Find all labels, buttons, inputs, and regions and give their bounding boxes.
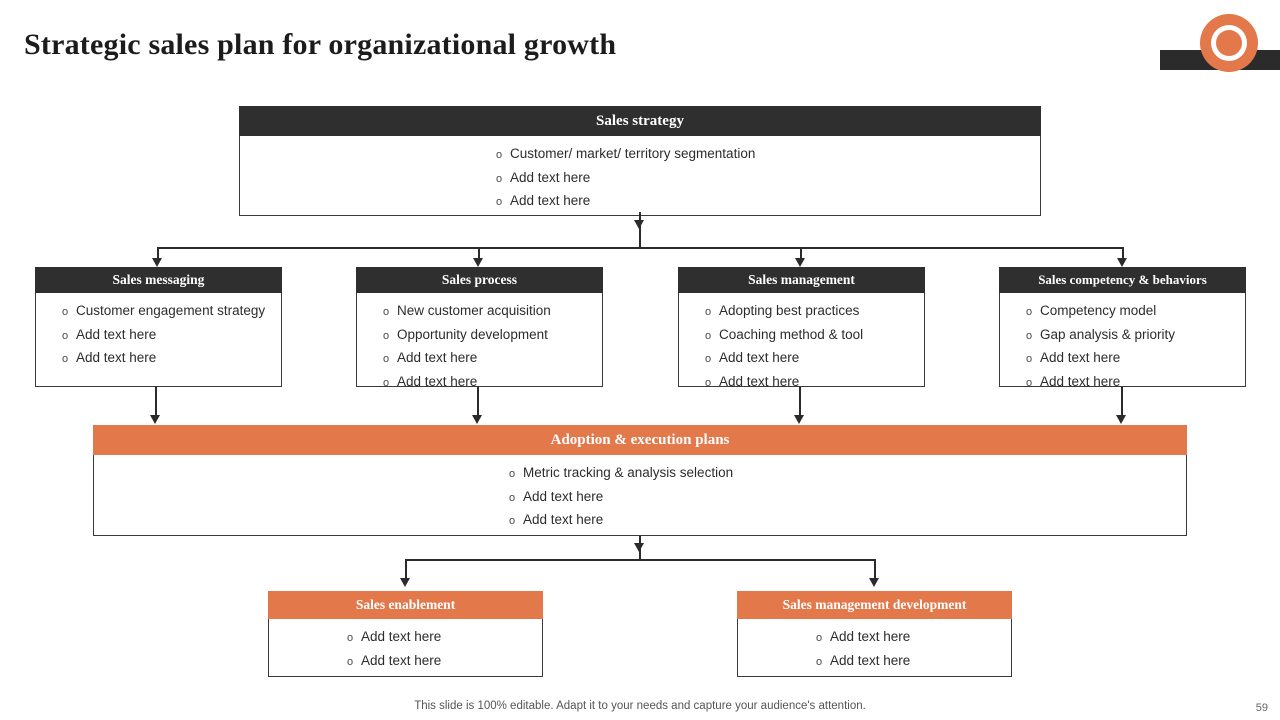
list-item	[705, 371, 924, 395]
bullet-marker-icon: o	[62, 329, 69, 342]
list-item-label: Competency model	[1040, 303, 1157, 318]
card-sales-process	[356, 267, 603, 387]
list-item-label: Add text here	[523, 512, 604, 527]
card-title-sales-management-development: Sales management development	[737, 591, 1012, 619]
card-title-sales-process: Sales process	[356, 267, 603, 293]
bullet-marker-icon: o	[347, 655, 354, 668]
list-item-label: Add text here	[830, 652, 911, 668]
card-body-sales-management-development	[737, 619, 1012, 677]
bullet-list-sales-competency-behaviors	[1026, 300, 1245, 394]
list-item-label: Customer engagement strategy	[76, 303, 266, 318]
list-item-label: Add text here	[1040, 350, 1121, 365]
bullet-marker-icon: o	[509, 515, 516, 527]
list-item-label: New customer acquisition	[397, 303, 551, 318]
card-title-sales-strategy: Sales strategy	[239, 106, 1041, 136]
bullet-marker-icon: o	[705, 329, 712, 342]
bullet-list-sales-process	[383, 300, 602, 394]
card-sales-strategy	[239, 106, 1041, 216]
bullet-marker-icon: o	[816, 632, 823, 644]
card-body-sales-strategy	[239, 136, 1041, 216]
list-item-label: Customer/ market/ territory segmentation	[510, 146, 756, 161]
list-item	[1026, 371, 1245, 395]
card-title-sales-competency-behaviors: Sales competency & behaviors	[999, 267, 1246, 293]
list-item-label: Coaching method & tool	[719, 326, 864, 342]
list-item	[816, 626, 1011, 650]
bullet-marker-icon: o	[1026, 376, 1033, 389]
bullet-marker-icon: o	[383, 353, 390, 365]
list-item-label: Add text here	[76, 326, 157, 342]
list-item	[62, 300, 281, 324]
card-sales-messaging	[35, 267, 282, 387]
list-item	[1026, 324, 1245, 348]
bullet-list-sales-messaging	[62, 300, 281, 371]
bullet-marker-icon: o	[496, 172, 503, 185]
list-item-label: Opportunity development	[397, 326, 548, 342]
decorative-circle-core	[1216, 30, 1242, 56]
card-title-sales-messaging: Sales messaging	[35, 267, 282, 293]
bullet-marker-icon: o	[496, 196, 503, 208]
bullet-marker-icon: o	[509, 468, 516, 480]
bullet-marker-icon: o	[1026, 353, 1033, 365]
bullet-marker-icon: o	[816, 655, 823, 668]
card-sales-competency-behaviors	[999, 267, 1246, 387]
list-item-label: Add text here	[719, 350, 800, 365]
bullet-marker-icon: o	[705, 306, 712, 318]
page-number: 59	[1255, 702, 1268, 714]
list-item-label: Add text here	[1040, 373, 1121, 389]
list-item-label: Adopting best practices	[719, 303, 860, 318]
list-item-label: Add text here	[397, 350, 478, 365]
bullet-marker-icon: o	[1026, 306, 1033, 318]
list-item-label: Metric tracking & analysis selection	[523, 465, 734, 480]
list-item-label: Add text here	[76, 350, 157, 365]
card-body-adoption-execution-plans	[93, 455, 1187, 536]
bullet-marker-icon: o	[705, 376, 712, 389]
list-item	[705, 347, 924, 371]
list-item	[816, 650, 1011, 674]
bullet-marker-icon: o	[62, 353, 69, 365]
list-item	[496, 143, 1040, 167]
list-item	[509, 509, 1186, 533]
list-item	[496, 190, 1040, 214]
list-item	[383, 324, 602, 348]
bullet-marker-icon: o	[383, 306, 390, 318]
list-item	[509, 462, 1186, 486]
card-title-sales-management: Sales management	[678, 267, 925, 293]
list-item-label: Add text here	[361, 652, 442, 668]
bullet-marker-icon: o	[705, 353, 712, 365]
bullet-list-sales-management-development	[816, 626, 1011, 673]
list-item-label: Add text here	[719, 373, 800, 389]
card-body-sales-process	[356, 293, 603, 387]
list-item-label: Add text here	[830, 629, 911, 644]
list-item	[383, 300, 602, 324]
list-item	[705, 300, 924, 324]
card-title-adoption-execution-plans: Adoption & execution plans	[93, 425, 1187, 455]
list-item-label: Add text here	[510, 169, 591, 185]
card-sales-management	[678, 267, 925, 387]
bullet-list-sales-strategy	[496, 143, 1040, 214]
list-item	[705, 324, 924, 348]
bullet-marker-icon: o	[496, 149, 503, 161]
bullet-list-adoption-execution-plans	[509, 462, 1186, 533]
list-item	[383, 347, 602, 371]
list-item	[347, 626, 542, 650]
list-item	[62, 347, 281, 371]
list-item	[62, 324, 281, 348]
bullet-list-sales-enablement	[347, 626, 542, 673]
list-item-label: Add text here	[397, 373, 478, 389]
bullet-marker-icon: o	[509, 491, 516, 504]
list-item	[496, 167, 1040, 191]
card-body-sales-messaging	[35, 293, 282, 387]
bullet-marker-icon: o	[347, 632, 354, 644]
bullet-marker-icon: o	[62, 306, 69, 318]
card-sales-enablement	[268, 591, 543, 677]
list-item-label: Add text here	[361, 629, 442, 644]
card-title-sales-enablement: Sales enablement	[268, 591, 543, 619]
list-item-label: Add text here	[523, 488, 604, 504]
footer-note: This slide is 100% editable. Adapt it to your needs and capture your audience's attention.	[414, 700, 866, 712]
list-item	[1026, 347, 1245, 371]
bullet-marker-icon: o	[383, 329, 390, 342]
list-item-label: Gap analysis & priority	[1040, 326, 1176, 342]
list-item	[383, 371, 602, 395]
list-item	[1026, 300, 1245, 324]
bullet-list-sales-management	[705, 300, 924, 394]
list-item	[347, 650, 542, 674]
card-adoption-execution-plans	[93, 425, 1187, 536]
list-item-label: Add text here	[510, 193, 591, 208]
bullet-marker-icon: o	[383, 376, 390, 389]
card-body-sales-competency-behaviors	[999, 293, 1246, 387]
card-sales-management-development	[737, 591, 1012, 677]
card-body-sales-management	[678, 293, 925, 387]
list-item	[509, 486, 1186, 510]
page-title: Strategic sales plan for organizational growth	[24, 28, 617, 61]
card-body-sales-enablement	[268, 619, 543, 677]
bullet-marker-icon: o	[1026, 329, 1033, 342]
